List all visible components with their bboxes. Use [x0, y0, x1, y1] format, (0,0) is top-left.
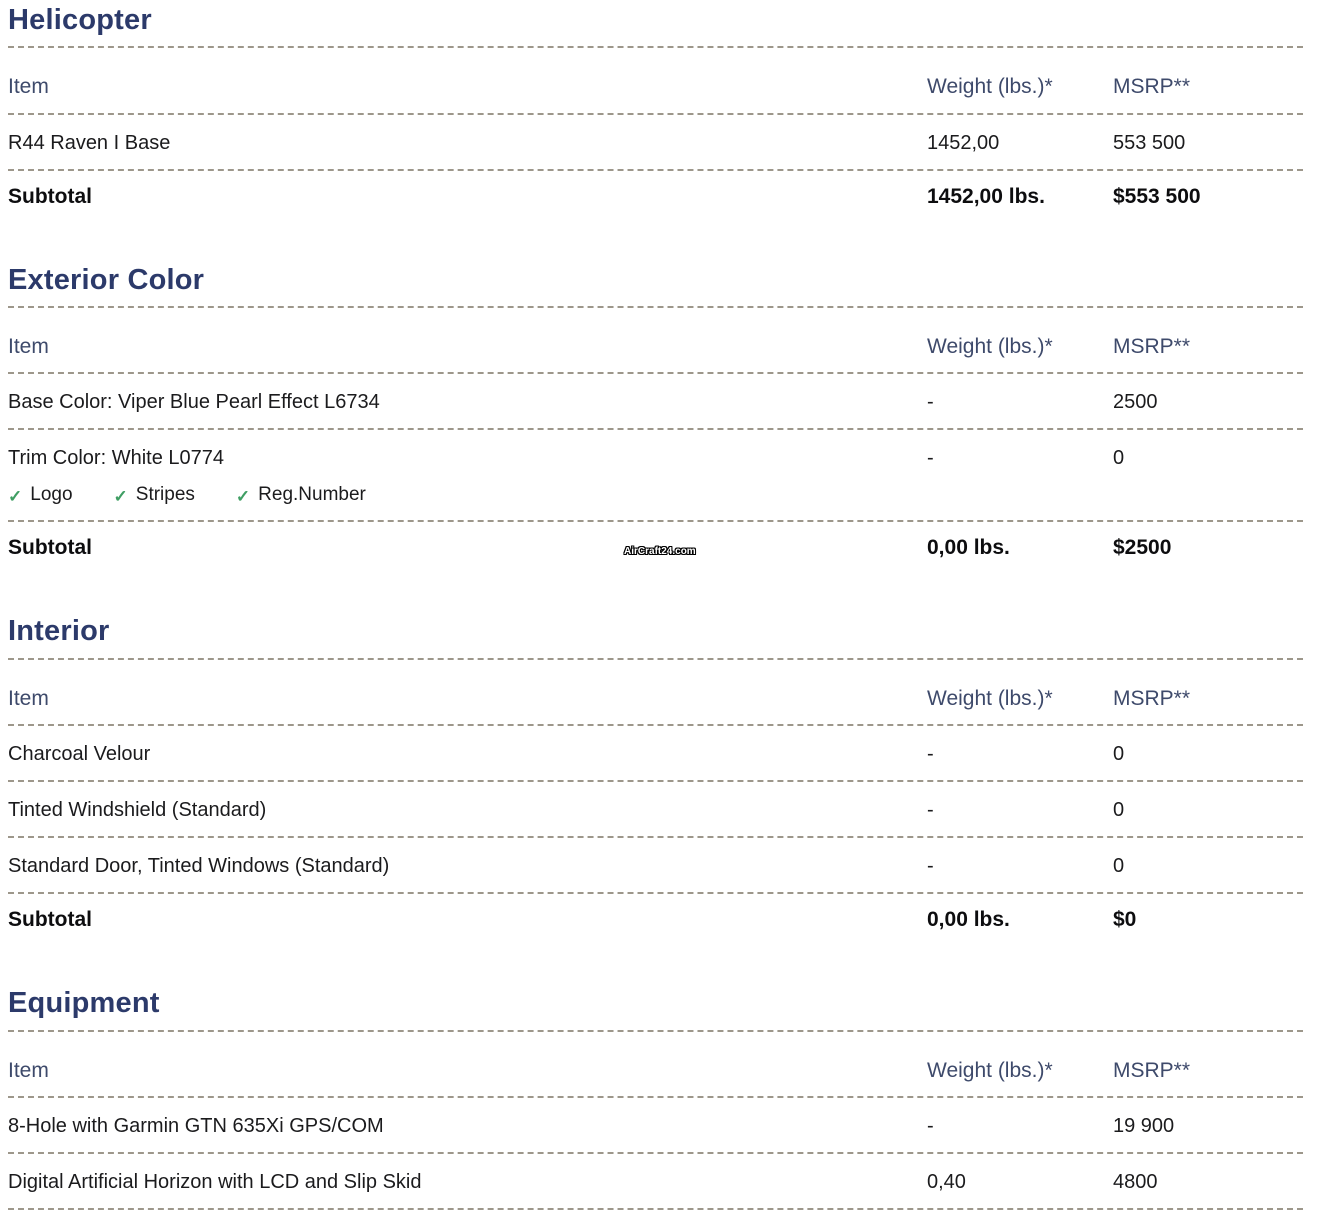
- weight-cell: -: [927, 447, 934, 470]
- subtotal-label: Subtotal: [8, 184, 92, 208]
- option-check: [8, 483, 73, 507]
- checkmark-icon: ✓: [235, 486, 251, 506]
- msrp-cell: 4800: [1113, 1170, 1158, 1193]
- column-header-weight: Weight (lbs.)*: [927, 75, 1053, 99]
- section-title: Exterior Color: [8, 264, 1303, 308]
- column-header-item: Item: [8, 335, 49, 359]
- column-header-msrp: MSRP**: [1113, 686, 1191, 710]
- subtotal-row: [8, 894, 1303, 933]
- table-row: [8, 374, 1303, 430]
- watermark: AirCraft24.com: [624, 546, 696, 557]
- check-label: Stripes: [135, 484, 195, 506]
- weight-cell: -: [927, 799, 934, 822]
- section-title: Interior: [8, 615, 1303, 659]
- weight-cell: -: [927, 743, 934, 766]
- column-header-item: Item: [8, 1058, 49, 1082]
- column-header-msrp: MSRP**: [1113, 335, 1191, 359]
- subtotal-weight: 0,00 lbs.: [927, 908, 1010, 932]
- subtotal-msrp: $0: [1113, 908, 1137, 932]
- msrp-cell: 0: [1113, 447, 1125, 470]
- row-item-label: Digital Artificial Horizon with LCD and Slip Skid: [8, 1170, 422, 1193]
- column-header-msrp: MSRP**: [1113, 1058, 1191, 1082]
- row-item-label: Charcoal Velour: [8, 743, 151, 766]
- item-cell: [8, 742, 927, 767]
- msrp-cell: 0: [1113, 743, 1125, 766]
- item-cell: [8, 1170, 927, 1195]
- subtotal-row: [8, 171, 1303, 210]
- row-item-label: R44 Raven I Base: [8, 131, 171, 154]
- subtotal-msrp: $2500: [1113, 536, 1172, 560]
- msrp-cell: 19 900: [1113, 1114, 1175, 1137]
- row-item-label: Base Color: Viper Blue Pearl Effect L6734: [8, 391, 380, 414]
- section-rows: [8, 726, 1303, 933]
- weight-cell: -: [927, 855, 934, 878]
- column-header-weight: Weight (lbs.)*: [927, 686, 1053, 710]
- weight-cell: -: [927, 391, 934, 414]
- table-row: [8, 838, 1303, 894]
- table-row: [8, 115, 1303, 171]
- table-header-row: [8, 48, 1303, 114]
- column-header-item: Item: [8, 686, 49, 710]
- table-row: [8, 1154, 1303, 1210]
- subtotal-label: Subtotal: [8, 536, 92, 560]
- table-header-row: [8, 308, 1303, 374]
- section-title: Helicopter: [8, 4, 1303, 48]
- column-header-weight: Weight (lbs.)*: [927, 335, 1053, 359]
- config-section: [8, 264, 1303, 562]
- check-label: Reg.Number: [258, 484, 366, 506]
- row-item-label: Standard Door, Tinted Windows (Standard): [8, 855, 390, 878]
- weight-cell: 0,40: [927, 1170, 966, 1193]
- subtotal-weight: 1452,00 lbs.: [927, 184, 1045, 208]
- option-check: [114, 483, 195, 507]
- msrp-cell: 2500: [1113, 391, 1158, 414]
- table-row: [8, 1098, 1303, 1154]
- item-cell: [8, 798, 927, 823]
- column-header-weight: Weight (lbs.)*: [927, 1058, 1053, 1082]
- subtotal-msrp: $553 500: [1113, 184, 1201, 208]
- column-header-item: Item: [8, 75, 49, 99]
- subtotal-weight: 0,00 lbs.: [927, 536, 1010, 560]
- section-title: Equipment: [8, 987, 1303, 1031]
- weight-cell: -: [927, 1114, 934, 1137]
- row-item-label: 8-Hole with Garmin GTN 635Xi GPS/COM: [8, 1114, 384, 1137]
- item-cell: [8, 446, 927, 507]
- row-item-label: Tinted Windshield (Standard): [8, 799, 267, 822]
- config-section: [8, 4, 1303, 210]
- msrp-cell: 553 500: [1113, 131, 1186, 154]
- table-row: [8, 430, 1303, 522]
- column-header-msrp: MSRP**: [1113, 75, 1191, 99]
- table-header-row: [8, 1032, 1303, 1098]
- weight-cell: 1452,00: [927, 131, 1000, 154]
- table-row: [8, 726, 1303, 782]
- table-row: [8, 782, 1303, 838]
- check-label: Logo: [30, 484, 73, 506]
- section-rows: [8, 115, 1303, 210]
- item-cell: [8, 390, 927, 415]
- msrp-cell: 0: [1113, 855, 1125, 878]
- option-check: [236, 483, 366, 507]
- item-cell: [8, 1114, 927, 1139]
- item-cell: [8, 131, 927, 156]
- config-section: [8, 615, 1303, 933]
- section-rows: [8, 1098, 1303, 1210]
- checkmark-icon: ✓: [8, 486, 23, 506]
- msrp-cell: 0: [1113, 799, 1125, 822]
- subtotal-label: Subtotal: [8, 908, 92, 932]
- table-header-row: [8, 660, 1303, 726]
- config-section: [8, 987, 1303, 1210]
- item-cell: [8, 854, 927, 879]
- option-checks: [8, 483, 927, 507]
- row-item-label: Trim Color: White L0774: [8, 447, 224, 470]
- checkmark-icon: ✓: [113, 486, 128, 506]
- section-rows: [8, 374, 1303, 561]
